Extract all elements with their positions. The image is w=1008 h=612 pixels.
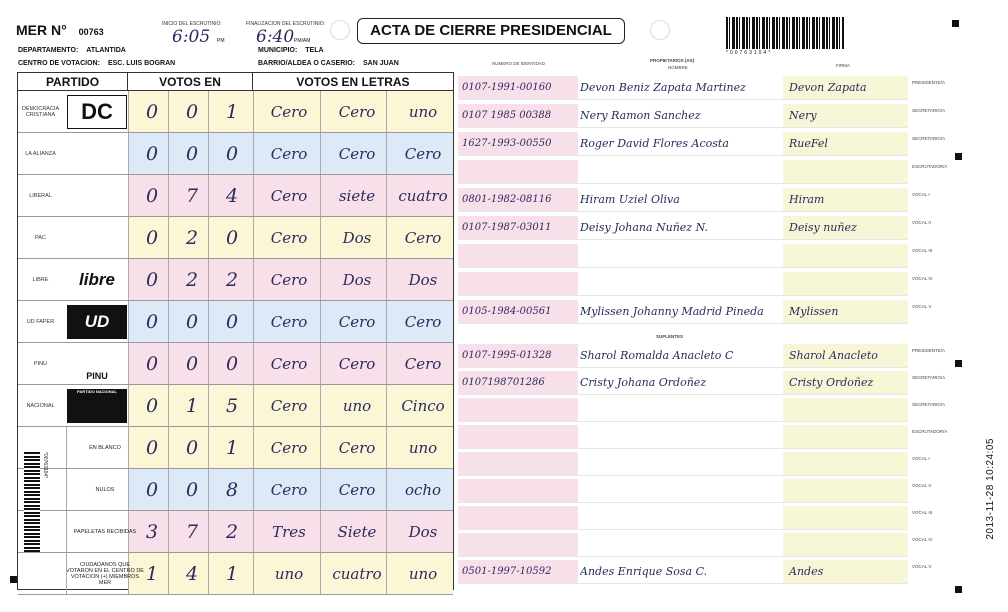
vote-digit: 0	[145, 185, 159, 207]
suplente-role: VOCAL II	[912, 483, 931, 488]
corner-mark-mid	[955, 153, 962, 160]
vote-digit: 0	[145, 395, 159, 417]
suplente-name	[580, 425, 780, 448]
final-suffix: PM/AM	[294, 38, 311, 44]
propietario-signature	[783, 244, 908, 267]
barrio-label: BARRIO/ALDEA O CASERIO:	[258, 60, 355, 67]
propietario-id: 0107 1985 00388	[458, 104, 578, 127]
municipio-label: MUNICIPIO:	[258, 47, 298, 54]
vote-word: uno	[408, 103, 438, 121]
inicio-label: INICIO DEL ESCRUTINIO:	[162, 21, 222, 27]
cell-divider	[253, 301, 254, 342]
party-logo-text: PINU	[86, 371, 108, 381]
suplente-id	[458, 506, 578, 529]
vote-digit: 0	[145, 437, 159, 459]
vote-word: Cero	[270, 355, 308, 373]
cell-divider	[128, 259, 129, 300]
suplente-signature: Andes	[783, 560, 908, 583]
timestamp-stamp: 2013-11-28 10:24:05	[985, 438, 996, 540]
cell-divider	[128, 217, 129, 258]
corner-mark-tr	[952, 20, 959, 27]
vote-digit: 1	[185, 395, 199, 417]
suplente-row	[458, 479, 908, 503]
cell-divider	[128, 91, 129, 132]
propietario-row	[458, 132, 908, 156]
vote-digit: 3	[145, 521, 159, 543]
propietario-id: 0107-1991-00160	[458, 76, 578, 99]
propietario-name: Deisy Johana Nuñez N.	[580, 221, 709, 234]
centro-label: CENTRO DE VOTACION:	[18, 60, 100, 67]
party-logo	[67, 95, 127, 129]
suplente-row	[458, 425, 908, 449]
letras-header: VOTOS EN LETRAS	[253, 73, 453, 91]
acta-title: ACTA DE CIERRE PRESIDENCIAL	[357, 18, 625, 44]
suplente-id	[458, 425, 578, 448]
vote-digit: 0	[185, 311, 199, 333]
centro-line	[18, 60, 175, 67]
vote-digit: 0	[145, 143, 159, 165]
vote-digit: 0	[185, 437, 199, 459]
vote-word: Cero	[270, 313, 308, 331]
vote-digit: 0	[145, 101, 159, 123]
cell-divider	[253, 469, 254, 510]
vote-digit: 4	[225, 185, 239, 207]
vote-digit: 0	[185, 143, 199, 165]
suplentes-header: SUPLENTES	[656, 334, 684, 339]
departamento-line	[18, 47, 126, 54]
suplente-row	[458, 506, 908, 530]
suplente-id	[458, 479, 578, 502]
vote-word: Cero	[338, 145, 376, 163]
departamento-value: ATLANTIDA	[86, 47, 126, 54]
propietario-id: 0105-1984-00561	[458, 300, 578, 323]
vote-word: Cero	[270, 439, 308, 457]
votes-table	[17, 72, 454, 590]
vote-digit: 2	[185, 227, 199, 249]
vote-word: Tres	[272, 523, 306, 541]
vote-word: Cero	[270, 481, 308, 499]
vote-digit: 7	[185, 185, 199, 207]
party-name: LA ALIANZA	[25, 151, 56, 157]
vote-word: Cero	[270, 103, 308, 121]
vote-word: Cero	[270, 271, 308, 289]
corner-mark-mid2	[955, 360, 962, 367]
propietario-role: SECRETARIO/A	[912, 108, 946, 113]
cell-divider	[253, 217, 254, 258]
cell-divider	[66, 511, 67, 552]
summary-row	[18, 511, 453, 553]
party-logo	[67, 137, 127, 171]
mer-number	[16, 22, 104, 38]
propietario-row	[458, 76, 908, 100]
propietario-role: SECRETARIO/A	[912, 136, 946, 141]
vote-word: Cero	[338, 103, 376, 121]
suplente-signature	[783, 398, 908, 421]
propietario-signature: Deisy nuñez	[783, 216, 908, 239]
vote-word: Cero	[404, 355, 442, 373]
suplente-row	[458, 533, 908, 557]
party-name: UD FAPER	[26, 319, 55, 325]
propietario-signature	[783, 160, 908, 183]
suplente-row	[458, 560, 908, 584]
propietario-signature	[783, 272, 908, 295]
vote-word: uno	[274, 565, 304, 583]
suplente-signature: Cristy Ordoñez	[783, 371, 908, 394]
summary-row	[18, 469, 453, 511]
partido-header: PARTIDO	[18, 73, 128, 91]
side-barcode-number: *00763104*	[42, 452, 48, 479]
vote-digit: 0	[145, 353, 159, 375]
propietario-name: Roger David Flores Acosta	[580, 137, 729, 150]
suplente-name	[580, 452, 780, 475]
suplente-id	[458, 533, 578, 556]
propietario-signature: RueFel	[783, 132, 908, 155]
cell-divider	[128, 133, 129, 174]
party-row	[18, 91, 453, 133]
suplente-id	[458, 452, 578, 475]
cell-divider	[253, 511, 254, 552]
party-name: LIBERAL	[29, 193, 52, 199]
party-name: DEMOCRACIA CRISTIANA	[21, 106, 60, 118]
party-row	[18, 259, 453, 301]
nombre-header: NOMBRE	[668, 65, 688, 70]
vote-word: Cero	[404, 145, 442, 163]
party-logo-text: PARTIDO NACIONAL	[77, 389, 117, 394]
cell-divider	[253, 343, 254, 384]
vote-digit: 1	[225, 101, 239, 123]
vote-word: Cero	[270, 187, 308, 205]
propietario-role: VOCAL V	[912, 304, 932, 309]
firma-header: FIRMA	[836, 63, 850, 68]
numeros-header: VOTOS EN	[128, 73, 253, 91]
municipio-value: TELA	[305, 47, 324, 54]
propietario-role: VOCAL IV	[912, 276, 933, 281]
propietario-row	[458, 188, 908, 212]
vote-word: Cero	[270, 229, 308, 247]
suplente-id: 0501-1997-10592	[458, 560, 578, 583]
cell-divider	[253, 385, 254, 426]
inicio-time: 6:05	[172, 27, 211, 47]
party-logo	[67, 305, 127, 339]
party-logo	[67, 179, 127, 213]
propietario-row	[458, 160, 908, 184]
suplente-name	[580, 533, 780, 556]
vote-digit: 0	[145, 269, 159, 291]
vote-digit: 0	[145, 227, 159, 249]
corner-mark-bl	[10, 576, 17, 583]
cell-divider	[253, 259, 254, 300]
vote-word: Cero	[404, 229, 442, 247]
cell-divider	[253, 175, 254, 216]
propietario-id: 1627-1993-00550	[458, 132, 578, 155]
propietario-name: Mylissen Johanny Madrid Pineda	[580, 305, 764, 318]
vote-word: Dos	[408, 271, 438, 289]
suplente-signature	[783, 452, 908, 475]
summary-row	[18, 427, 453, 469]
vote-word: Dos	[342, 229, 372, 247]
vote-word: uno	[342, 397, 372, 415]
propietario-name	[580, 272, 780, 295]
summary-label: NULOS	[95, 486, 115, 493]
party-row	[18, 133, 453, 175]
propietario-row	[458, 244, 908, 268]
vote-digit: 7	[185, 521, 199, 543]
propietario-role: VOCAL I	[912, 192, 930, 197]
cell-divider	[253, 553, 254, 594]
vote-digit: 2	[185, 269, 199, 291]
propietario-id: 0801-1982-08116	[458, 188, 578, 211]
vote-word: ocho	[404, 481, 442, 499]
vote-word: Cero	[270, 145, 308, 163]
suplente-role: VOCAL I	[912, 456, 930, 461]
party-logo	[67, 221, 127, 255]
vote-word: Dos	[342, 271, 372, 289]
party-logo	[67, 389, 127, 423]
suplente-name	[580, 506, 780, 529]
suplente-row	[458, 398, 908, 422]
final-label: FINALIZACION DEL ESCRUTINIO:	[246, 21, 325, 27]
party-logo	[67, 347, 127, 381]
vote-digit: 0	[225, 227, 239, 249]
propietario-role: VOCAL III	[912, 248, 933, 253]
propietario-role: VOCAL II	[912, 220, 931, 225]
vote-digit: 0	[145, 311, 159, 333]
suplente-role: VOCAL V	[912, 564, 932, 569]
vote-word: Cero	[338, 355, 376, 373]
propietario-id	[458, 244, 578, 267]
suplente-role: SECRETARIO/A	[912, 402, 946, 407]
propietario-name: Hiram Uziel Oliva	[580, 193, 680, 206]
barrio-line	[258, 60, 399, 67]
vote-word: Cinco	[401, 397, 445, 415]
propietario-id	[458, 160, 578, 183]
municipio-line	[258, 47, 324, 54]
vote-word: Cero	[270, 397, 308, 415]
side-barcode	[24, 452, 40, 552]
suplente-row	[458, 344, 908, 368]
registration-ring-right	[650, 20, 670, 40]
vote-word: Cero	[404, 313, 442, 331]
propietario-name	[580, 160, 780, 183]
propietario-name: Devon Beniz Zapata Martinez	[580, 81, 746, 94]
propietario-row	[458, 104, 908, 128]
cell-divider	[128, 301, 129, 342]
vote-digit: 0	[225, 143, 239, 165]
registration-ring-left	[330, 20, 350, 40]
summary-row	[18, 553, 453, 595]
propietario-row	[458, 300, 908, 324]
vote-word: uno	[408, 439, 438, 457]
vote-digit: 4	[185, 563, 199, 585]
cell-divider	[66, 469, 67, 510]
suplente-role: VOCAL IV	[912, 537, 933, 542]
final-time: 6:40	[256, 27, 295, 47]
propietario-signature: Devon Zapata	[783, 76, 908, 99]
vote-word: Cero	[338, 439, 376, 457]
suplente-signature	[783, 533, 908, 556]
vote-word: siete	[338, 187, 376, 205]
suplente-name: Cristy Johana Ordoñez	[580, 376, 707, 389]
propietario-role: PRESIDENTE/A	[912, 80, 946, 85]
barrio-value: SAN JUAN	[362, 60, 399, 67]
suplente-name: Andes Enrique Sosa C.	[580, 565, 708, 578]
suplente-name	[580, 479, 780, 502]
suplente-role: ESCRUTADOR/A	[912, 429, 948, 434]
party-name: LIBRE	[32, 277, 49, 283]
vote-digit: 5	[225, 395, 239, 417]
suplente-role: PRESIDENTE/A	[912, 348, 946, 353]
vote-digit: 0	[225, 311, 239, 333]
propietario-signature: Mylissen	[783, 300, 908, 323]
mer-label: MER N°	[16, 22, 67, 38]
summary-label: CIUDADANOS QUE VOTARON EN EL CENTRO DE VOTACION (+) MIEMBROS MER	[66, 561, 144, 586]
inicio-suffix: PM	[217, 38, 225, 44]
header-barcode-number: *00763104*	[726, 50, 773, 56]
propietario-name	[580, 244, 780, 267]
vote-word: Siete	[337, 523, 377, 541]
cell-divider	[66, 553, 67, 594]
cell-divider	[253, 133, 254, 174]
party-row	[18, 217, 453, 259]
vote-word: Cero	[338, 313, 376, 331]
cell-divider	[128, 175, 129, 216]
vote-digit: 1	[225, 563, 239, 585]
vote-word: uno	[408, 565, 438, 583]
suplente-signature	[783, 479, 908, 502]
cell-divider	[253, 427, 254, 468]
vote-digit: 2	[225, 521, 239, 543]
vote-word: Dos	[408, 523, 438, 541]
suplente-name: Sharol Romalda Anacleto C	[580, 349, 734, 362]
party-row	[18, 301, 453, 343]
centro-value: ESC. LUIS BOGRAN	[107, 60, 176, 67]
vote-digit: 0	[145, 479, 159, 501]
suplente-role: VOCAL III	[912, 510, 933, 515]
suplente-name	[580, 398, 780, 421]
party-logo	[67, 263, 127, 297]
cell-divider	[128, 343, 129, 384]
propietario-row	[458, 272, 908, 296]
party-row	[18, 175, 453, 217]
vote-digit: 0	[225, 353, 239, 375]
party-logo-text: DC	[81, 99, 113, 124]
propietarios-header: PROPIETARIOS (AS)	[650, 58, 695, 63]
suplente-id: 0107198701286	[458, 371, 578, 394]
vote-digit: 8	[225, 479, 239, 501]
propietario-id	[458, 272, 578, 295]
departamento-label: DEPARTAMENTO:	[18, 47, 79, 54]
propietario-row	[458, 216, 908, 240]
party-row	[18, 385, 453, 427]
vote-word: cuatro	[332, 565, 382, 583]
propietario-role: ESCRUTADOR/A	[912, 164, 948, 169]
propietario-name: Nery Ramon Sanchez	[580, 109, 701, 122]
mer-value: 00763	[78, 27, 104, 37]
id-header: NUMERO DE IDENTIDAD	[492, 61, 546, 66]
suplente-row	[458, 452, 908, 476]
cell-divider	[128, 385, 129, 426]
propietario-signature: Hiram	[783, 188, 908, 211]
cell-divider	[253, 91, 254, 132]
vote-digit: 0	[185, 101, 199, 123]
party-name: NACIONAL	[26, 403, 55, 409]
suplente-signature: Sharol Anacleto	[783, 344, 908, 367]
suplente-signature	[783, 506, 908, 529]
summary-label: PAPELETAS RECIBIDAS	[73, 528, 137, 535]
vote-digit: 0	[185, 353, 199, 375]
corner-mark-br	[955, 586, 962, 593]
propietario-id: 0107-1987-03011	[458, 216, 578, 239]
vote-digit: 1	[225, 437, 239, 459]
suplente-id	[458, 398, 578, 421]
party-row	[18, 343, 453, 385]
summary-label: EN BLANCO	[89, 444, 121, 451]
suplente-signature	[783, 425, 908, 448]
vote-digit: 2	[225, 269, 239, 291]
suplente-row	[458, 371, 908, 395]
party-logo-text: UD	[84, 312, 110, 331]
cell-divider	[66, 427, 67, 468]
propietario-signature: Nery	[783, 104, 908, 127]
vote-word: Cero	[338, 481, 376, 499]
party-logo-text: libre	[79, 270, 115, 289]
vote-word: cuatro	[398, 187, 448, 205]
header-barcode	[726, 17, 844, 49]
party-name: PINU	[33, 361, 48, 367]
suplente-id: 0107-1995-01328	[458, 344, 578, 367]
suplente-role: SECRETARIO/A	[912, 375, 946, 380]
vote-digit: 1	[145, 563, 159, 585]
vote-digit: 0	[185, 479, 199, 501]
party-name: PAC	[35, 235, 46, 241]
